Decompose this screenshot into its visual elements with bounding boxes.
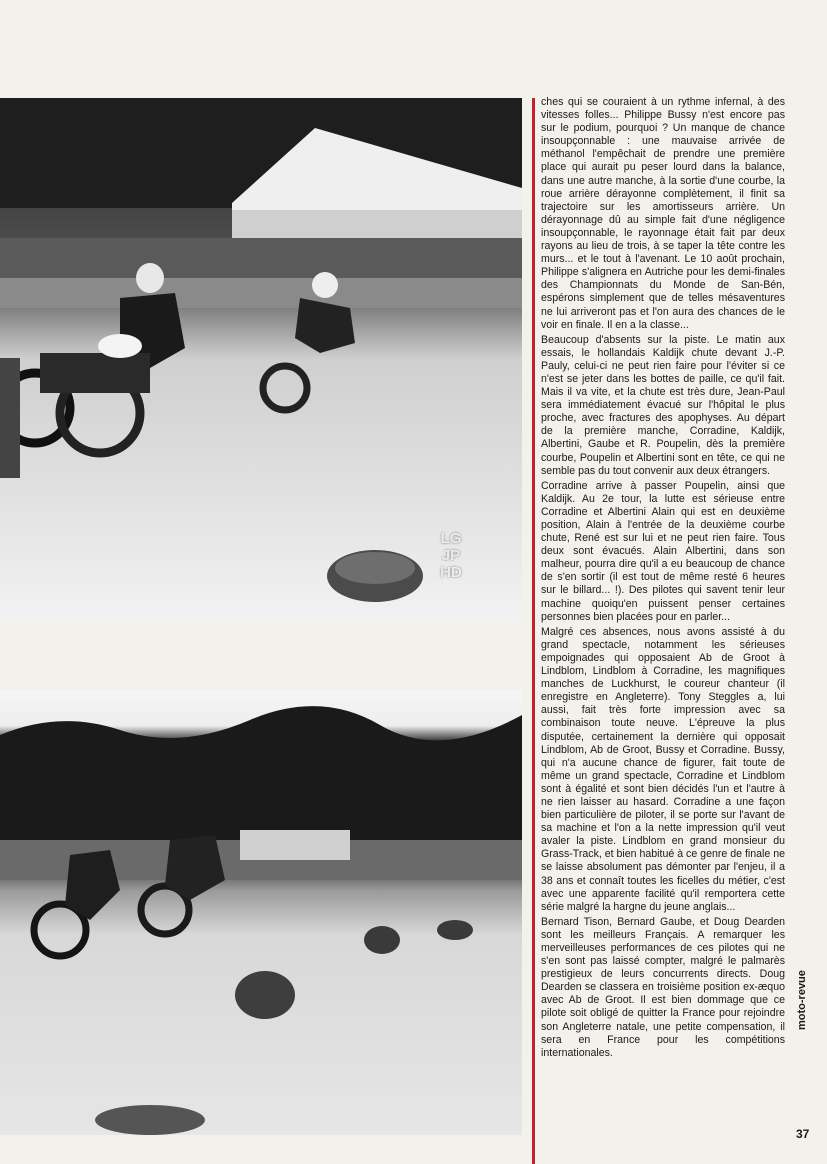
bottom-photo-image bbox=[0, 690, 522, 1135]
article-paragraph: Bernard Tison, Bernard Gaube, et Doug Dearden sont les meilleurs Français. A remarquer les merveilleuses performances de ces pilotes qui ne s'en sont pas laissé compter, malgré le palmarès prestigieux de leurs concurrents directs. Doug Dearden se classera en troisième position ex-æquo avec Ab de Groot. Il est bien dommage que ce pilote soit obligé de quitter la France pour rejoindre son Angleterre natale, une petite compensation, il sera en France pour les compétitions internationales. bbox=[541, 915, 785, 1059]
watermark-logo bbox=[425, 530, 477, 602]
article-paragraph: Corradine arrive à passer Poupelin, ainsi que Kaldijk. Au 2e tour, la lutte est sérieuse entre Corradine et Albertini Alain qui est en deuxième position, Alain à l'entrée de la deuxième courbe chute, René est sur lui et ne peut rien faire. Tous deux sont évacués. Alain Albertini, dans son malheur, pourra dire qu'il a eu beaucoup de chance de s'en sortir (il est tout de même resté 6 heures sur le billard... !). Des pilotes qui savent tenir leur machine quoiqu'en puissent penser certaines personnes bien placées pour en parler... bbox=[541, 479, 785, 623]
page-number: 37 bbox=[796, 1127, 810, 1141]
bottom-photo bbox=[0, 690, 522, 1135]
article-paragraph: Beaucoup d'absents sur la piste. Le matin aux essais, le hollandais Kaldijk chute devant J.-P. Pauly, celui-ci ne peut rien faire pour l'éviter si ce n'est se jeter dans les bottes de paille, ce qu'il fait. Mais il va vite, et la chute est très dure, Jean-Paul sera immédiatement évacué sur l'hôpital le plus proche, avec fractures des apophyses. Au départ de la première manche, Corradine, Kaldijk, Albertini, Gaube et R. Poupelin, dès la première courbe, Poupelin et Albertini sont en tête, ce qui ne semble pas du tout convenir aux deux étrangers. bbox=[541, 333, 785, 477]
article-paragraph: Malgré ces absences, nous avons assisté à du grand spectacle, notamment les sérieuses empoignades qui opposaient Ab de Groot à Lindblom, Lindblom à Corradine, les magnifiques manches de Luckhurst, le coureur chanteur (il enregistre en Angleterre). Tony Steggles a, lui aussi, fait très forte impression avec sa combinaison toute neuve. L'épreuve la plus disputée, certainement la dernière qui opposait Lindblom, Ab de Groot, Bussy et Corradine. Bussy, qui n'a aucune chance de figurer, fait toute de même un grand spectacle, Corradine et Lindblom sont à égalité et sont bien décidés l'un et l'autre à ne rien laisser au hasard. Corradine a une façon bien particulière de piloter, il se porte sur l'avant de sa machine et l'on a la nette impression qu'il veut avaler la piste. Lindblom en grand monsieur du Grass-Track, et bien habitué à ce genre de finale ne se laisse absolument pas démonter par l'enjeu, il a 38 ans et connaît toutes les ficelles du métier, c'est avec une apparente facilité qu'il remportera cette série malgré la hargne du jeune anglais... bbox=[541, 625, 785, 913]
accent-rule bbox=[532, 98, 535, 1164]
watermark-line-1: LG bbox=[440, 530, 462, 547]
article-paragraph: ches qui se couraient à un rythme infernal, à des vitesses folles... Philippe Bussy n'est encore pas sur le podium, pourquoi ? Un manque de chance insoupçonnable : une mauvaise arrivée de méthanol l'empêchait de prendre une première place qui aurait pu peser lourd dans la balance, dans une autre manche, à la sortie d'une courbe, la roue arrière dérayonne complètement, il finit sa trajectoire sur les amortisseurs arrière. Un dérayonnage dû au simple fait d'une négligence insoupçonnable, le rayonnage était fait par deux rayons au lieu de trois, à se taper la tête contre les murs... et le tout à l'avenant. Le 10 août prochain, Philippe s'alignera en Autriche pour les demi-finales des Championnats du Monde de San-Bén, espérons simplement que de telles mésaventures ne lui arriveront pas et l'on aura des chances de le voir en finale. Il en a la classe... bbox=[541, 96, 785, 331]
watermark-line-2: JP bbox=[441, 547, 461, 564]
article-column bbox=[541, 96, 785, 1062]
magazine-brand: moto-revue bbox=[796, 970, 808, 1030]
watermark-line-3: HD bbox=[440, 564, 462, 581]
